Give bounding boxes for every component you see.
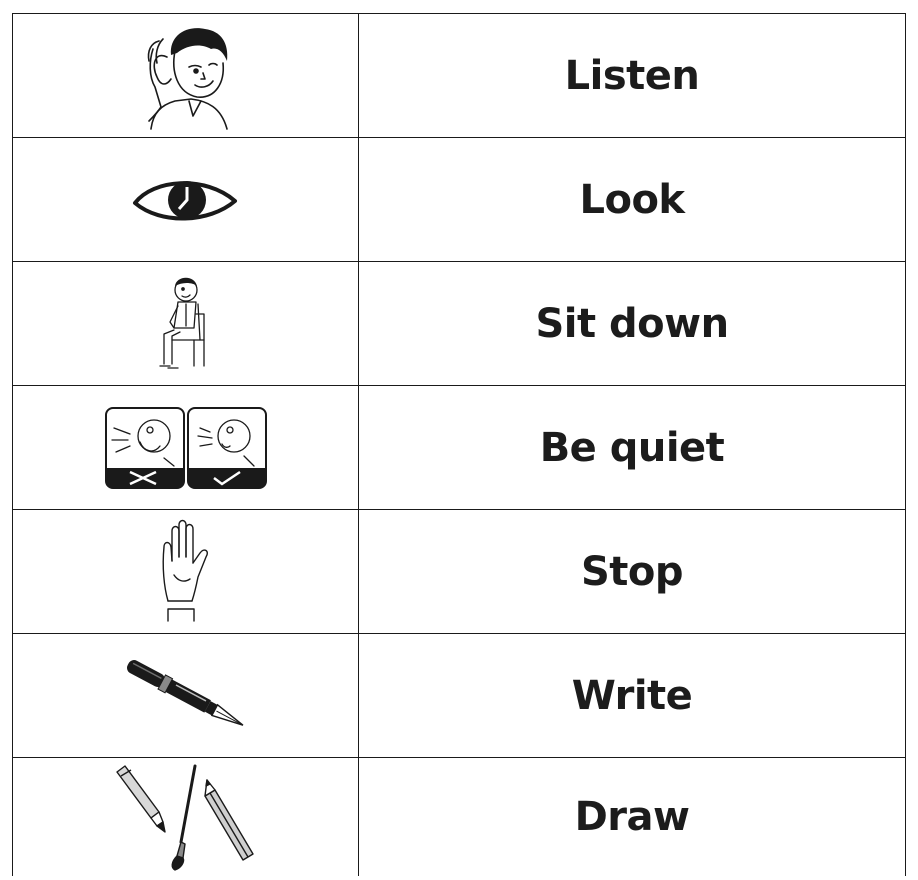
table-row [13,634,906,758]
vocabulary-table [12,13,906,876]
picture-cell [13,510,359,634]
fountain-pen-icon [116,658,256,734]
table-row [13,262,906,386]
vocabulary-sheet [12,13,906,880]
word-label: Be quiet [359,386,906,510]
picture-cell [13,386,359,510]
listening-boy-icon [131,21,241,131]
table-row [13,510,906,634]
table-row [13,758,906,877]
picture-cell [13,262,359,386]
table-row [13,14,906,138]
word-label: Write [359,634,906,758]
word-label: Sit down [359,262,906,386]
art-tools-icon [111,762,261,872]
table-row [13,138,906,262]
quiet-comparison-icon [104,406,268,490]
seated-boy-icon [156,274,216,374]
picture-cell [13,758,359,877]
picture-cell [13,14,359,138]
picture-cell [13,634,359,758]
word-label: Look [359,138,906,262]
eye-icon [131,175,241,225]
word-label: Listen [359,14,906,138]
word-label: Stop [359,510,906,634]
picture-cell [13,138,359,262]
raised-hand-icon [154,517,218,627]
word-label: Draw [359,758,906,877]
table-row [13,386,906,510]
